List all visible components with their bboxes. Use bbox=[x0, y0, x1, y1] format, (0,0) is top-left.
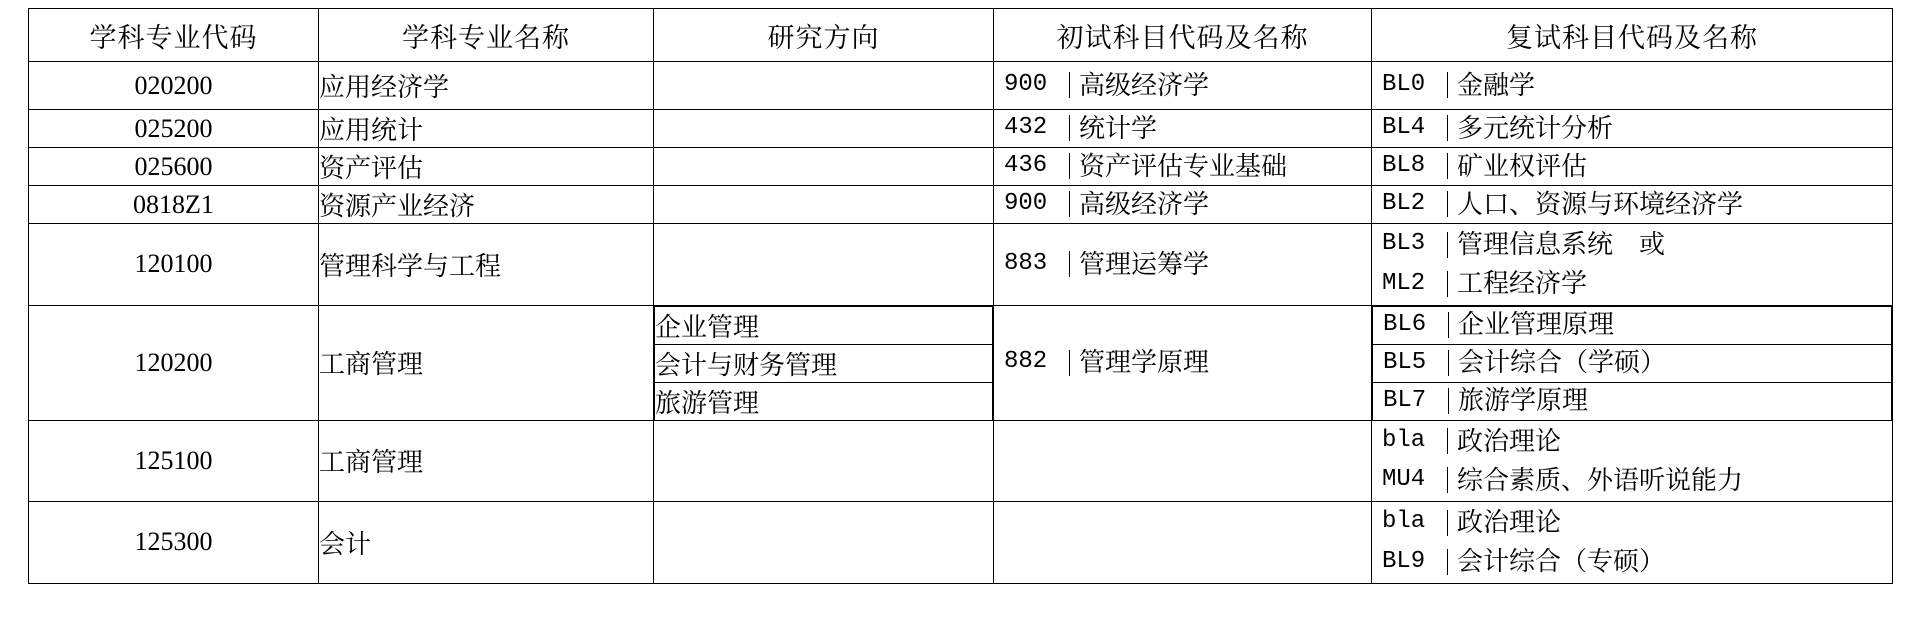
exam-title: 企业管理原理 bbox=[1458, 310, 1615, 340]
cell-research-direction bbox=[654, 224, 994, 306]
header-research-direction: 研究方向 bbox=[654, 9, 994, 62]
exam-code: BL4 bbox=[1382, 114, 1426, 142]
divider-bar-icon bbox=[1069, 115, 1070, 141]
exam-entry bbox=[994, 188, 1371, 221]
exam-entry bbox=[1373, 384, 1891, 417]
exam-code: 900 bbox=[1004, 71, 1048, 99]
direction-item bbox=[655, 344, 993, 382]
cell-first-exam bbox=[994, 110, 1372, 148]
cell-subject-code: 0818Z1 bbox=[29, 186, 319, 224]
exam-entry-cell bbox=[1373, 306, 1892, 344]
exam-entry-cell bbox=[1373, 344, 1892, 382]
cell-subject-name: 应用统计 bbox=[319, 110, 654, 148]
divider-bar-icon bbox=[1069, 153, 1070, 179]
cell-second-exam bbox=[1372, 110, 1893, 148]
exam-entry bbox=[1372, 69, 1892, 102]
cell-subject-code: 120100 bbox=[29, 224, 319, 306]
cell-second-exam bbox=[1372, 420, 1893, 502]
direction-label: 会计与财务管理 bbox=[655, 344, 993, 382]
exam-code: ML2 bbox=[1382, 269, 1426, 297]
exam-code: BL8 bbox=[1382, 152, 1426, 180]
cell-subject-code: 025200 bbox=[29, 110, 319, 148]
exam-title: 管理学原理 bbox=[1079, 347, 1210, 377]
direction-label: 企业管理 bbox=[655, 306, 993, 344]
exam-entry-row bbox=[1373, 344, 1892, 382]
table-row bbox=[29, 420, 1893, 502]
exam-code: bla bbox=[1382, 426, 1426, 454]
cell-subject-code: 120200 bbox=[29, 305, 319, 420]
direction-item bbox=[655, 306, 993, 344]
exam-code: BL6 bbox=[1383, 310, 1427, 338]
table-header bbox=[29, 9, 1893, 62]
exam-entry bbox=[1372, 464, 1892, 497]
cell-second-exam bbox=[1372, 224, 1893, 306]
table-row bbox=[29, 148, 1893, 186]
divider-bar-icon bbox=[1447, 271, 1448, 297]
cell-subject-name: 管理科学与工程 bbox=[319, 224, 654, 306]
cell-first-exam bbox=[994, 420, 1372, 502]
divider-bar-icon bbox=[1447, 115, 1448, 141]
exam-entry bbox=[1372, 267, 1892, 300]
exam-title: 旅游学原理 bbox=[1458, 386, 1589, 416]
divider-bar-icon bbox=[1447, 72, 1448, 98]
cell-first-exam bbox=[994, 502, 1372, 584]
exam-code: 432 bbox=[1004, 114, 1048, 142]
exam-entry bbox=[994, 248, 1371, 281]
exam-code: BL7 bbox=[1383, 386, 1427, 414]
exam-entry-list bbox=[1372, 421, 1892, 502]
table-row bbox=[29, 62, 1893, 110]
exam-title: 高级经济学 bbox=[1079, 189, 1210, 219]
exam-code: 436 bbox=[1004, 152, 1048, 180]
exam-entry bbox=[1372, 506, 1892, 539]
cell-research-direction bbox=[654, 186, 994, 224]
header-first-exam: 初试科目代码及名称 bbox=[994, 9, 1372, 62]
exam-code: BL2 bbox=[1382, 190, 1426, 218]
divider-bar-icon bbox=[1447, 232, 1448, 258]
exam-entry bbox=[1373, 308, 1891, 341]
divider-bar-icon bbox=[1447, 153, 1448, 179]
cell-first-exam bbox=[994, 186, 1372, 224]
exam-title: 政治理论 bbox=[1457, 508, 1562, 538]
divider-bar-icon bbox=[1447, 467, 1448, 493]
table-row bbox=[29, 110, 1893, 148]
cell-research-direction bbox=[654, 62, 994, 110]
cell-research-direction bbox=[654, 305, 994, 420]
exam-entry bbox=[994, 112, 1371, 145]
cell-research-direction bbox=[654, 502, 994, 584]
exam-code: 882 bbox=[1004, 348, 1048, 376]
exam-code: BL0 bbox=[1382, 71, 1426, 99]
exam-title: 金融学 bbox=[1457, 70, 1536, 100]
cell-first-exam bbox=[994, 305, 1372, 420]
exam-entry-row bbox=[1373, 382, 1892, 420]
divider-bar-icon bbox=[1447, 510, 1448, 536]
exam-entry-list bbox=[1372, 306, 1892, 420]
exam-entry-cell bbox=[1373, 382, 1892, 420]
divider-bar-icon bbox=[1069, 191, 1070, 217]
exam-entry bbox=[994, 69, 1371, 102]
cell-subject-code: 025600 bbox=[29, 148, 319, 186]
exam-title: 会计综合（专硕） bbox=[1457, 547, 1666, 577]
header-second-exam: 复试科目代码及名称 bbox=[1372, 9, 1893, 62]
cell-subject-name: 工商管理 bbox=[319, 305, 654, 420]
divider-bar-icon bbox=[1448, 350, 1449, 376]
table-body bbox=[29, 62, 1893, 584]
cell-subject-code: 020200 bbox=[29, 62, 319, 110]
cell-first-exam bbox=[994, 62, 1372, 110]
exam-entry bbox=[994, 346, 1371, 379]
cell-subject-name: 应用经济学 bbox=[319, 62, 654, 110]
divider-bar-icon bbox=[1447, 428, 1448, 454]
cell-first-exam bbox=[994, 224, 1372, 306]
exam-title: 管理信息系统 或 bbox=[1457, 230, 1666, 259]
exam-entry bbox=[1372, 425, 1892, 458]
table-row bbox=[29, 305, 1893, 420]
exam-entry-list bbox=[1372, 224, 1892, 305]
exam-title: 政治理论 bbox=[1457, 426, 1562, 456]
exam-entry bbox=[1372, 188, 1892, 221]
divider-bar-icon bbox=[1448, 312, 1449, 338]
divider-bar-icon bbox=[1448, 388, 1449, 414]
cell-second-exam bbox=[1372, 305, 1893, 420]
cell-subject-name: 工商管理 bbox=[319, 420, 654, 502]
cell-second-exam bbox=[1372, 62, 1893, 110]
exam-title: 矿业权评估 bbox=[1457, 151, 1588, 181]
exam-entry bbox=[1372, 545, 1892, 578]
cell-research-direction bbox=[654, 110, 994, 148]
header-subject-code: 学科专业代码 bbox=[29, 9, 319, 62]
exam-title: 综合素质、外语听说能力 bbox=[1457, 465, 1744, 495]
cell-subject-code: 125300 bbox=[29, 502, 319, 584]
cell-subject-name: 资产评估 bbox=[319, 148, 654, 186]
majors-table bbox=[28, 8, 1893, 584]
exam-code: BL9 bbox=[1382, 547, 1426, 575]
divider-bar-icon bbox=[1069, 251, 1070, 277]
cell-research-direction bbox=[654, 420, 994, 502]
exam-entry bbox=[1373, 346, 1891, 379]
table-header-row bbox=[29, 9, 1893, 62]
exam-entry-list bbox=[1372, 502, 1892, 583]
divider-bar-icon bbox=[1069, 350, 1070, 376]
cell-first-exam bbox=[994, 148, 1372, 186]
exam-title: 高级经济学 bbox=[1079, 70, 1210, 100]
exam-code: bla bbox=[1382, 508, 1426, 536]
cell-subject-name: 资源产业经济 bbox=[319, 186, 654, 224]
divider-bar-icon bbox=[1069, 72, 1070, 98]
exam-title: 人口、资源与环境经济学 bbox=[1457, 189, 1744, 219]
exam-title: 工程经济学 bbox=[1457, 269, 1588, 299]
exam-title: 统计学 bbox=[1079, 113, 1158, 143]
exam-entry bbox=[1372, 150, 1892, 183]
table-row bbox=[29, 224, 1893, 306]
cell-subject-code: 125100 bbox=[29, 420, 319, 502]
cell-second-exam bbox=[1372, 502, 1893, 584]
exam-title: 资产评估专业基础 bbox=[1079, 151, 1288, 181]
exam-code: BL3 bbox=[1382, 230, 1426, 258]
exam-entry-row bbox=[1373, 306, 1892, 344]
exam-title: 会计综合（学硕） bbox=[1458, 348, 1667, 378]
exam-entry bbox=[1372, 228, 1892, 261]
divider-bar-icon bbox=[1447, 549, 1448, 575]
exam-code: 883 bbox=[1004, 249, 1048, 277]
divider-bar-icon bbox=[1447, 191, 1448, 217]
header-subject-name: 学科专业名称 bbox=[319, 9, 654, 62]
exam-title: 多元统计分析 bbox=[1457, 113, 1614, 143]
exam-code: MU4 bbox=[1382, 466, 1426, 494]
exam-code: BL5 bbox=[1383, 348, 1427, 376]
table-row bbox=[29, 186, 1893, 224]
direction-list bbox=[654, 306, 993, 420]
table-row bbox=[29, 502, 1893, 584]
cell-second-exam bbox=[1372, 186, 1893, 224]
cell-research-direction bbox=[654, 148, 994, 186]
exam-entry bbox=[994, 150, 1371, 183]
exam-entry bbox=[1372, 112, 1892, 145]
exam-title: 管理运筹学 bbox=[1079, 249, 1210, 279]
cell-subject-name: 会计 bbox=[319, 502, 654, 584]
direction-item bbox=[655, 382, 993, 420]
exam-code: 900 bbox=[1004, 190, 1048, 218]
direction-label: 旅游管理 bbox=[655, 382, 993, 420]
cell-second-exam bbox=[1372, 148, 1893, 186]
